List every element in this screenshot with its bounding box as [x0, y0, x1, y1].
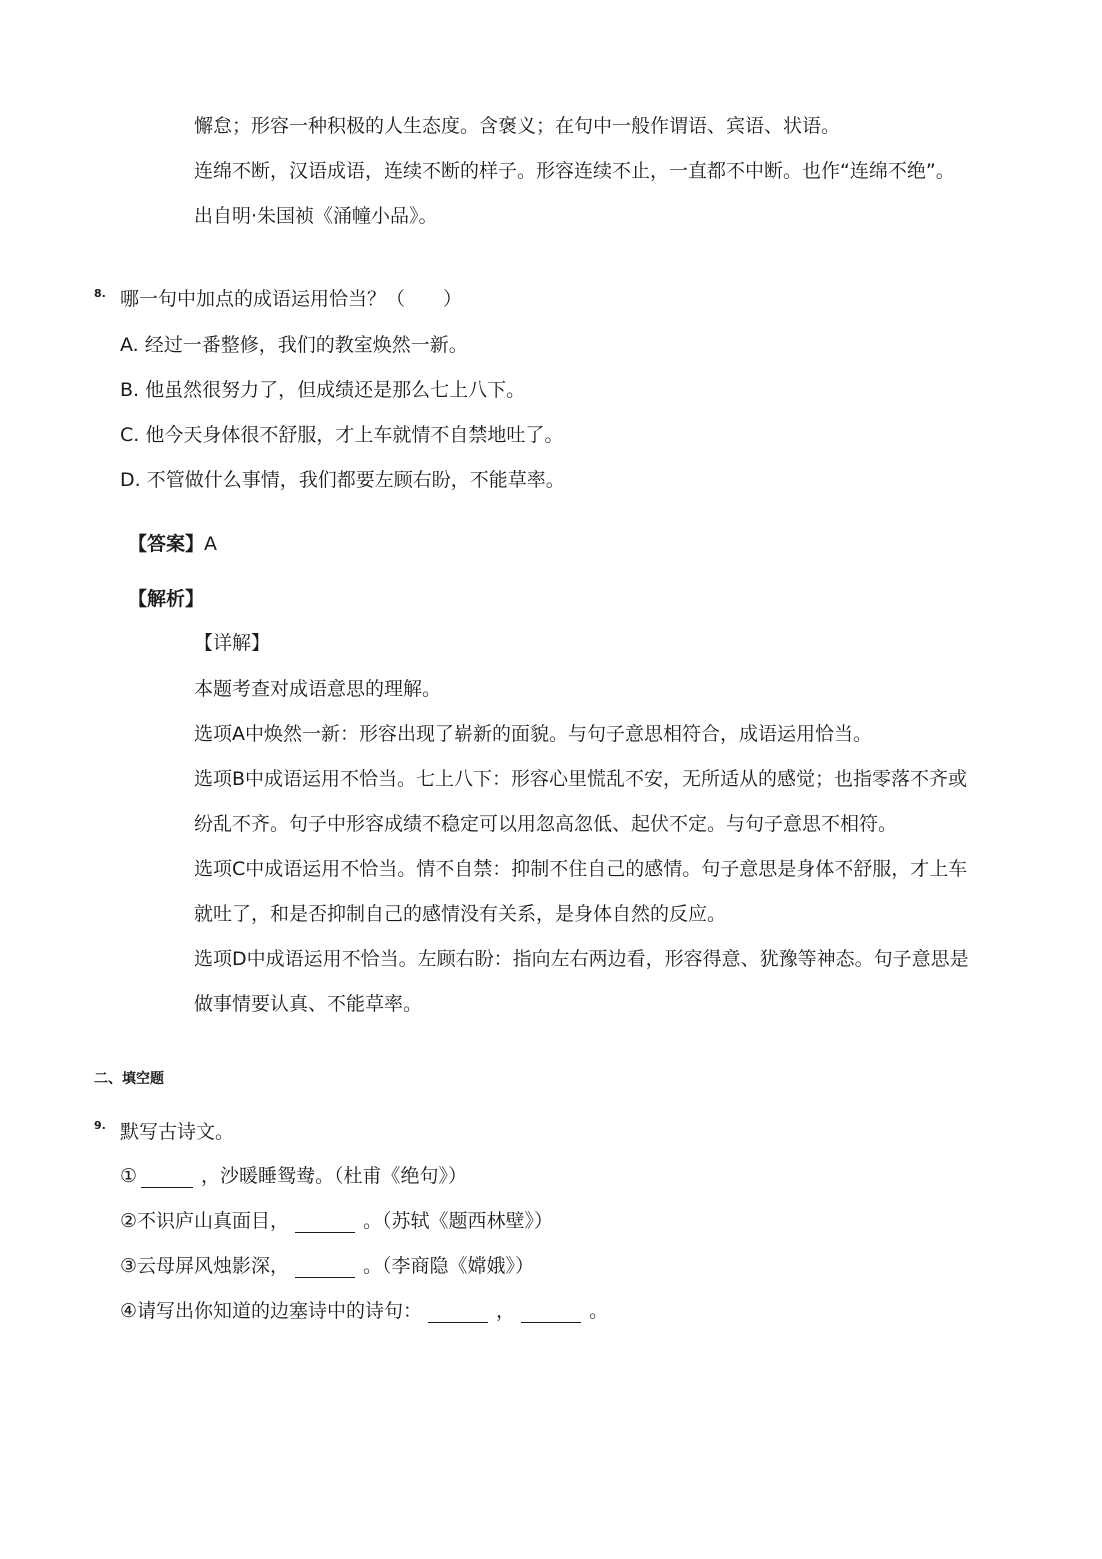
detail-label: 【详解】	[194, 632, 271, 654]
fill-item-2	[120, 1209, 553, 1233]
question-8-stem: 哪一句中加点的成语运用恰当？（ ）	[120, 288, 463, 310]
fill-item-4-suffix: 。	[589, 1300, 609, 1322]
question-8-number: 8.	[94, 287, 106, 300]
blank-4a[interactable]	[428, 1302, 488, 1323]
fill-item-4-prefix: ④请写出你知道的边塞诗中的诗句：	[120, 1300, 423, 1322]
answer-label: 【答案】	[128, 533, 205, 555]
question-9-number: 9.	[94, 1119, 106, 1132]
question-9-stem: 默写古诗文。	[120, 1121, 235, 1143]
answer-value: A	[204, 533, 218, 555]
analysis-line-2: 选项A中焕然一新：形容出现了崭新的面貌。与句子意思相符合，成语运用恰当。	[194, 723, 872, 745]
prev-explanation-line-3: 出自明·朱国祯《涌幢小品》。	[194, 205, 438, 227]
fill-item-3-prefix: ③云母屏风烛影深，	[120, 1255, 290, 1277]
prev-explanation-line-2: 连绵不断，汉语成语，连续不断的样子。形容连续不止，一直都不中断。也作“连绵不绝”。	[194, 160, 955, 182]
fill-item-1-prefix: ①	[120, 1165, 138, 1187]
blank-4b[interactable]	[521, 1302, 581, 1323]
analysis-line-5: 选项C中成语运用不恰当。情不自禁：抑制不住自己的感情。句子意思是身体不舒服，才上车	[194, 858, 968, 880]
fill-item-4	[120, 1299, 608, 1323]
analysis-label: 【解析】	[128, 588, 205, 610]
fill-item-3-suffix: 。（李商隐《嫦娥》）	[363, 1255, 535, 1277]
blank-2[interactable]	[295, 1212, 355, 1233]
fill-item-2-suffix: 。（苏轼《题西林壁》）	[363, 1210, 554, 1232]
option-a: A. 经过一番整修，我们的教室焕然一新。	[120, 334, 468, 356]
fill-item-2-prefix: ②不识庐山真面目，	[120, 1210, 290, 1232]
analysis-line-6: 就吐了，和是否抑制自己的感情没有关系，是身体自然的反应。	[194, 903, 727, 925]
prev-explanation-line-1: 懈怠；形容一种积极的人生态度。含褒义；在句中一般作谓语、宾语、状语。	[194, 115, 841, 137]
analysis-line-8: 做事情要认真、不能草率。	[194, 993, 423, 1015]
option-c: C. 他今天身体很不舒服，才上车就情不自禁地吐了。	[120, 424, 564, 446]
blank-3[interactable]	[295, 1257, 355, 1278]
answer-row	[128, 532, 217, 556]
analysis-line-7: 选项D中成语运用不恰当。左顾右盼：指向左右两边看，形容得意、犹豫等神态。句子意思是	[194, 948, 969, 970]
fill-item-4-separator: ，	[496, 1300, 516, 1322]
option-d: D. 不管做什么事情，我们都要左顾右盼，不能草率。	[120, 469, 565, 491]
option-b: B. 他虽然很努力了，但成绩还是那么七上八下。	[120, 379, 526, 401]
analysis-line-4: 纷乱不齐。句子中形容成绩不稳定可以用忽高忽低、起伏不定。与句子意思不相符。	[194, 813, 898, 835]
fill-item-1-suffix: ，沙暖睡鸳鸯。（杜甫《绝句》）	[201, 1165, 468, 1187]
blank-1[interactable]	[141, 1167, 193, 1188]
analysis-line-1: 本题考查对成语意思的理解。	[194, 678, 442, 700]
fill-item-1	[120, 1164, 467, 1188]
analysis-line-3: 选项B中成语运用不恰当。七上八下：形容心里慌乱不安，无所适从的感觉；也指零落不齐或	[194, 768, 968, 790]
section-title: 二、填空题	[94, 1071, 164, 1087]
fill-item-3	[120, 1254, 534, 1278]
